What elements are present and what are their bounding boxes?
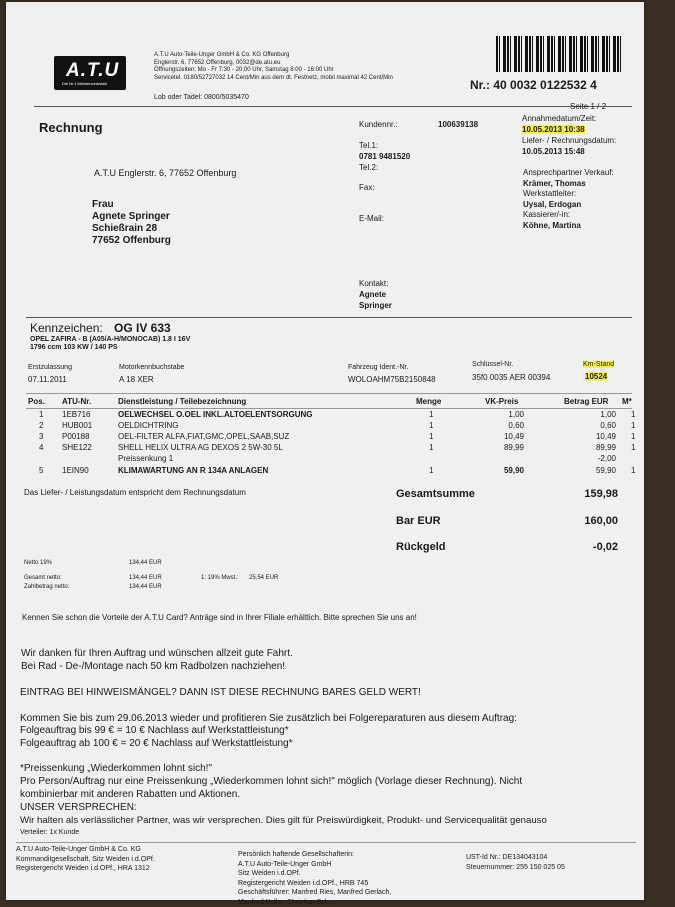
barcode [496,36,622,72]
table-row [6,454,644,466]
cell-pos: 4 [39,443,43,452]
cell-desc: OELDICHTRING [118,421,178,430]
lob-tadel: Lob oder Tadel: 0800/5035470 [154,94,249,101]
legal-line: A.T.U Auto-Teile-Unger GmbH [238,860,391,870]
liefer-value: 10.05.2013 15:48 [522,147,585,156]
company-line: Servicetel. 0180/52727032 14 Cent/Min aus dem dt. Festnetz, mobil maximal 42 Cent/Min [154,75,393,83]
gesamt-netto-value: 134,44 EUR [129,575,162,581]
netto19-label: Netto 19% [24,560,52,566]
bar-value: 160,00 [546,515,618,527]
sender-line: A.T.U Englerstr. 6, 77652 Offenburg [94,168,236,178]
cell-qty: 1 [429,466,433,475]
recipient-line: Agnete Springer [92,211,171,223]
motor-label: Motorkennbuchstabe [119,364,184,371]
liefer-label: Liefer- / Rechnungsdatum: [522,136,616,145]
col-price: VK-Preis [485,397,518,406]
cell-qty: 1 [429,432,433,441]
werkstatt-label: Werkstattleiter: [523,189,614,200]
table-row [6,443,644,454]
kennzeichen: OG IV 633 [114,321,171,335]
company-line: Öffnungszeiten: Mo - Fr 7:30 - 20:00 Uhr, Samstag 8:00 - 16:00 Uhr [154,67,393,75]
email-label: E-Mail: [359,214,384,223]
invoice-rows [6,410,644,477]
thanks-line: Wir danken für Ihren Auftrag und wünschen allzeit gute Fahrt. [21,648,293,659]
col-amount: Betrag EUR [564,397,608,406]
cell-atu: P00188 [62,432,90,441]
logo-tagline: Die Nr.1 Meisterwerkstatt [62,81,107,86]
cell-desc: KLIMAWARTUNG AN R 134A ANLAGEN [118,466,268,475]
invoice-number: Nr.: 40 0032 0122532 4 [470,78,597,92]
promo-line: Pro Person/Auftrag nur eine Preissenkung „Wiederkommen lohnt sich!" möglich (Vorlage dieser Rechnung). Nicht [20,776,522,787]
recipient-line: Frau [92,199,171,211]
erstzulassung-label: Erstzulassung [28,364,72,371]
cell-amount: -2,00 [568,454,616,463]
promo-line: Folgeauftrag ab 100 € = 20 € Nachlass auf Werkstattleistung* [20,738,292,749]
cell-price: 1,00 [476,410,524,419]
cell-m: 1 [631,410,635,419]
cell-price: 10,49 [476,432,524,441]
promo-line: Kommen Sie bis zum 29.06.2013 wieder und profitieren Sie zusätzlich bei Folgereparaturen aus diesem Auftrag: [20,713,517,724]
recipient-address [92,199,171,247]
werkstatt: Uysal, Erdogan [523,200,614,211]
thanks-line: Bei Rad - De-/Montage nach 50 km Radbolzen nachziehen! [21,661,285,672]
vehicle-engine: 1796 ccm 103 KW / 140 PS [30,344,118,351]
zahlbetrag-value: 134,44 EUR [129,584,162,590]
legal-line: UST-Id Nr.: DE134043104 [466,853,565,863]
col-pos: Pos. [28,397,45,406]
legal-line: Manfred Koller, Christian Sch... [238,898,391,907]
recipient-line: 77652 Offenburg [92,235,171,247]
legal-line: Steuernummer: 255 150 025 05 [466,863,565,873]
tel1-label: Tel.1: [359,141,378,150]
cell-pos: 5 [39,466,43,475]
verteiler: Verteiler: 1x Kunde [20,829,79,836]
bar-label: Bar EUR [396,515,441,527]
company-line: A.T.U Auto-Teile-Unger GmbH & Co. KG Offenburg [154,52,393,60]
staff-block [523,168,614,231]
cell-qty: 1 [429,443,433,452]
gesamt-label: Gesamtsumme [396,488,475,500]
page-number: Seite 1 / 2 [570,102,606,111]
km: 10524 [585,372,607,381]
cell-amount: 89,99 [568,443,616,452]
kontakt-line: Agnete [359,289,392,300]
kundennr: 100639138 [438,120,478,129]
promo-line: *Preissenkung „Wiederkommen lohnt sich!" [20,763,212,774]
km-label: Km-Stand [583,361,614,368]
promo-line: Wir halten als verlässlicher Partner, was wir versprechen. Dies gilt für Preiswürdigkeit, Produkt- und Servicequalität genauso [20,815,547,826]
invoice-page [6,2,644,900]
legal-line: Kommanditgesellschaft, Sitz Weiden i.d.OPf. [16,855,155,865]
cell-price: 89,99 [476,443,524,452]
kontakt-block [359,278,392,311]
fin: WOLOAHM75B2150848 [348,375,436,384]
cell-amount: 59,90 [568,466,616,475]
table-row [6,432,644,443]
cell-atu: HUB001 [62,421,92,430]
zahlbetrag-label: Zahlbetrag netto: [24,584,69,590]
col-desc: Dienstleistung / Teilebezeichnung [118,397,246,406]
cell-m: 1 [631,466,635,475]
cell-amount: 1,00 [568,410,616,419]
cell-desc: Preissenkung 1 [118,454,173,463]
motor: A 18 XER [119,375,154,384]
kontakt-line: Springer [359,300,392,311]
kennzeichen-label: Kennzeichen: [30,321,103,335]
legal-line: Registergericht Weiden i.d.OPf., HRA 1312 [16,864,155,874]
kassierer: Köhne, Martina [523,221,614,232]
liefer-note: Das Liefer- / Leistungsdatum entspricht dem Rechnungsdatum [24,488,246,497]
caps-line: EINTRAG BEI HINWEISMÄNGEL? DANN IST DIESE RECHNUNG BARES GELD WERT! [20,687,421,698]
cell-desc: OELWECHSEL O.OEL INKL.ALTOELENTSORGUNG [118,410,313,419]
cell-m: 1 [631,432,635,441]
fax-label: Fax: [359,183,375,192]
col-m: M* [622,397,632,406]
recipient-line: Schießrain 28 [92,223,171,235]
cell-desc: SHELL HELIX ULTRA AG DEXOS 2 5W-30 5L [118,443,283,452]
cell-amount: 0,60 [568,421,616,430]
card-note: Kennen Sie schon die Vorteile der A.T.U Card? Anträge sind in Ihrer Filiale erhältlich. Bitte sprechen Sie uns an! [22,613,417,622]
atu-logo [54,56,126,90]
promo-line: UNSER VERSPRECHEN: [20,802,137,813]
cell-desc: OEL-FILTER ALFA,FIAT,GMC,OPEL,SAAB,SUZ [118,432,289,441]
company-line: Englerstr. 6, 77652 Offenburg, 0032@de.atu.eu [154,60,393,68]
promo-line: kombinierbar mit anderen Rabatten und Aktionen. [20,789,240,800]
legal-col-3 [466,853,565,872]
table-row [6,410,644,421]
cell-pos: 3 [39,432,43,441]
tel2-label: Tel.2: [359,163,378,172]
col-atu: ATU-Nr. [62,397,91,406]
promo-line: Folgeauftrag bis 99 € = 10 € Nachlass auf Werkstattleistung* [20,725,289,736]
cell-m: 1 [631,421,635,430]
ansprech: Krämer, Thomas [523,179,614,190]
annahme-label: Annahmedatum/Zeit: [522,114,596,123]
erstzulassung: 07.11.2011 [28,375,67,384]
legal-line: A.T.U Auto-Teile-Unger GmbH & Co. KG [16,845,155,855]
kundennr-label: Kundennr.: [359,120,398,129]
schluessel: 35f0 0035 AER 00394 [472,373,550,382]
cell-pos: 1 [39,410,43,419]
cell-price: 0,60 [476,421,524,430]
mwst-label: 1: 19% Mwst.: [201,575,239,581]
schluessel-label: Schlüssel-Nr. [472,361,513,368]
gesamt-value: 159,98 [546,488,618,500]
cell-atu: SHE122 [62,443,92,452]
cell-pos: 2 [39,421,43,430]
cell-qty: 1 [429,421,433,430]
col-qty: Menge [416,397,441,406]
kassierer-label: Kassierer/-in: [523,210,614,221]
ansprech-label: Ansprechpartner Verkauf: [523,168,614,179]
legal-line: Persönlich haftende Gesellschafterin: [238,850,391,860]
rueck-value: -0,02 [546,541,618,553]
legal-col-2 [238,850,391,907]
legal-line: Registergericht Weiden i.d.OPf., HRB 745 [238,879,391,889]
company-header [154,52,393,82]
rueck-label: Rückgeld [396,541,446,553]
mwst-value: 25,54 EUR [249,575,278,581]
cell-m: 1 [631,443,635,452]
gesamt-netto-label: Gesamt netto: [24,575,62,581]
table-row [6,421,644,432]
cell-amount: 10,49 [568,432,616,441]
vehicle-model: OPEL ZAFIRA - B (A05/A-H/MONOCAB) 1.8 I 16V [30,336,190,343]
legal-col-1 [16,845,155,874]
cell-qty: 1 [429,410,433,419]
doc-title: Rechnung [39,120,103,135]
table-row [6,466,644,477]
tel1: 0781 9481520 [359,152,410,161]
fin-label: Fahrzeug Ident.-Nr. [348,364,408,371]
cell-atu: 1EIN90 [62,466,89,475]
cell-price: 59,90 [476,466,524,475]
netto19-value: 134,44 EUR [129,560,162,566]
legal-line: Geschäftsführer: Manfred Ries, Manfred Gerlach, [238,888,391,898]
annahme-value: 10.05.2013 10:38 [522,125,585,134]
logo-text: A.T.U [66,60,119,82]
cell-atu: 1EB716 [62,410,90,419]
kontakt-label: Kontakt: [359,278,392,289]
legal-line: Sitz Weiden i.d.OPf. [238,869,391,879]
